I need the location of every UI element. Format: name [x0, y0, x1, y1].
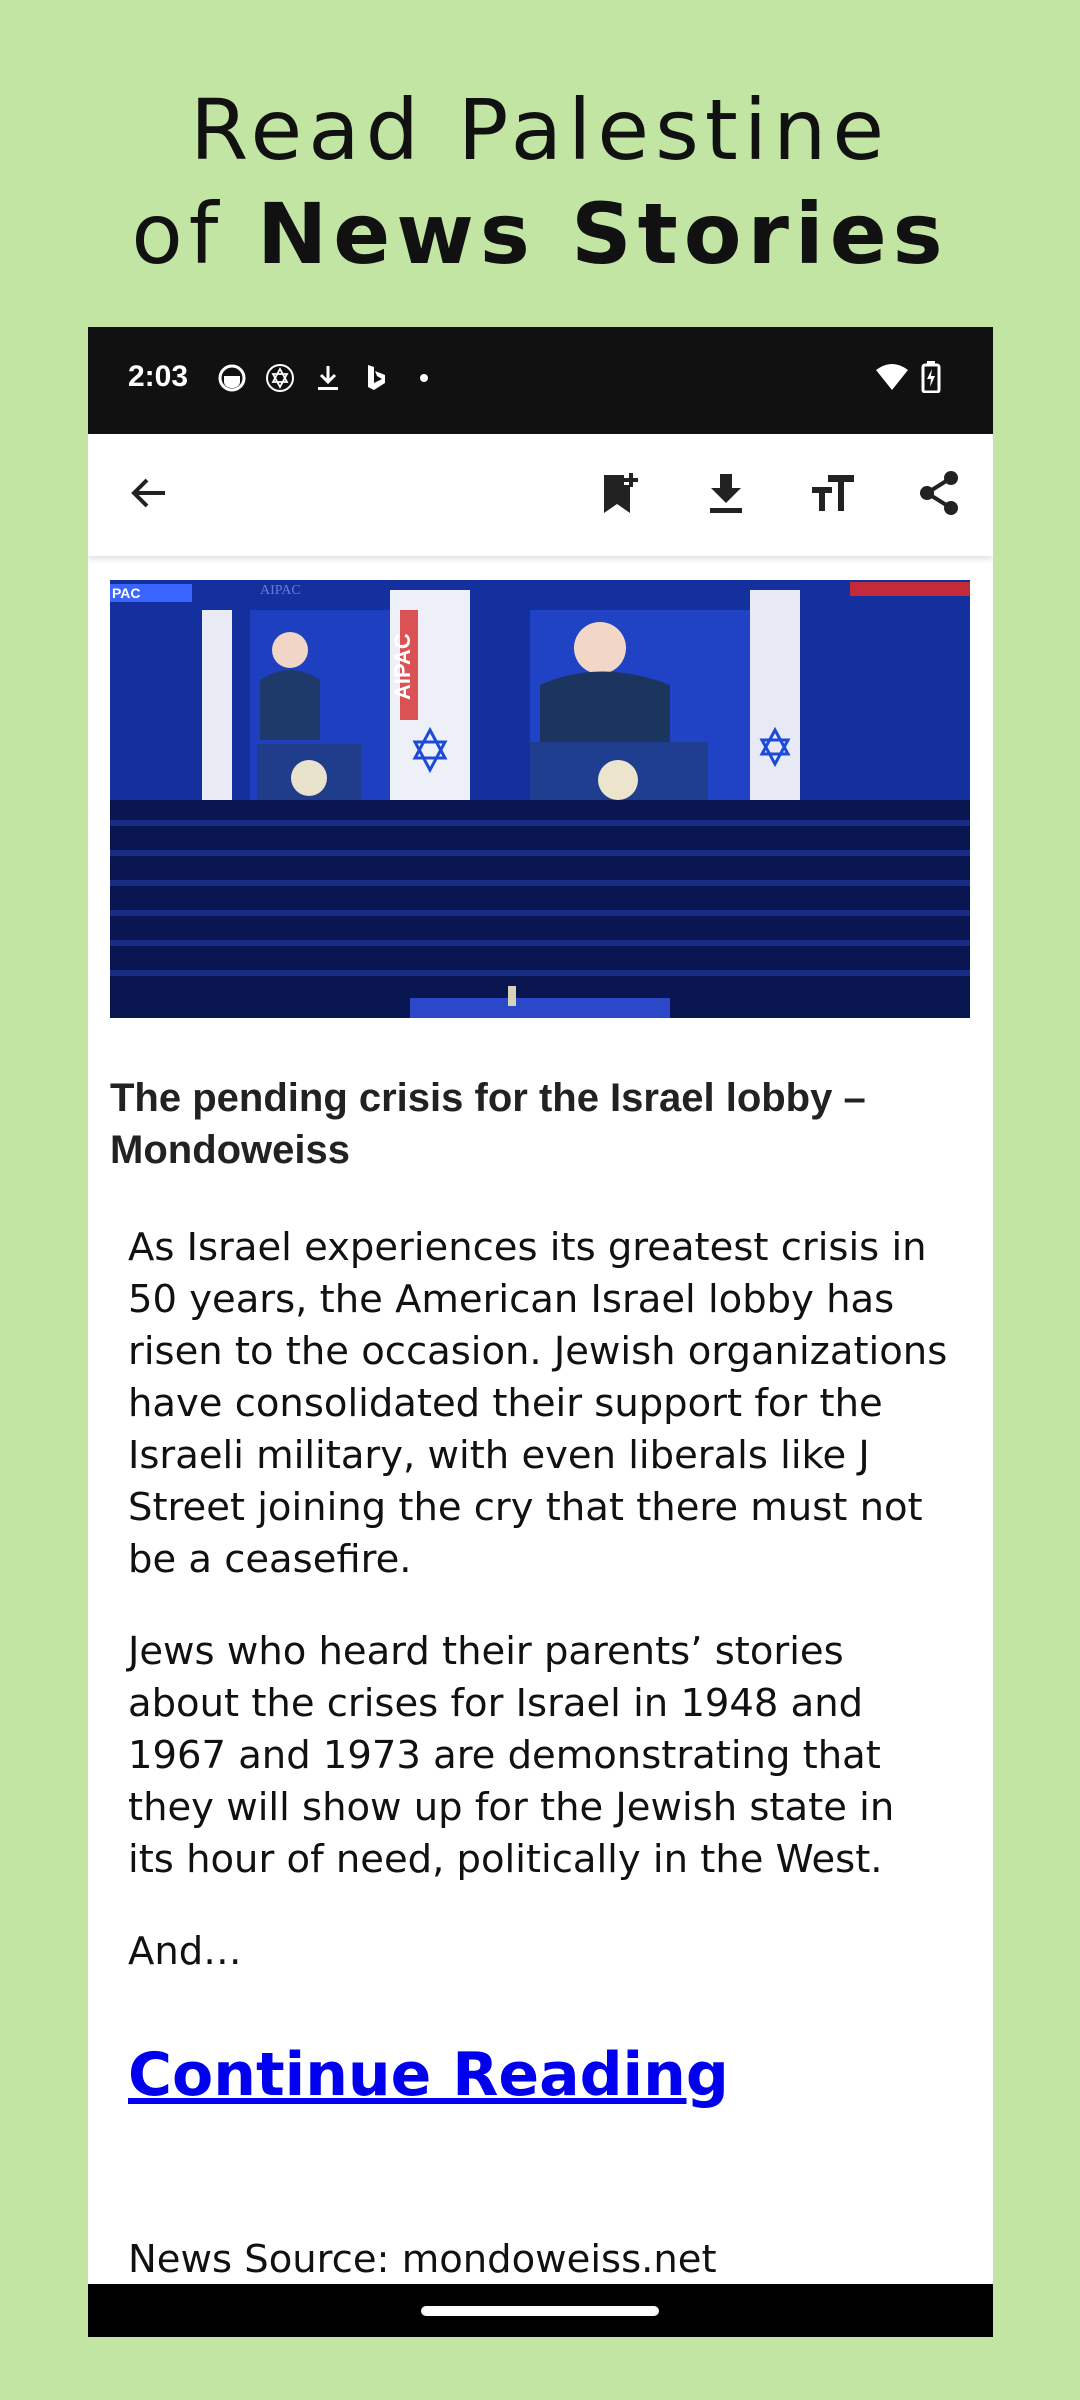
article-paragraph: As Israel experiences its greatest crisis in 50 years, the American Israel lobby has risen to the occasion. Jewish organizations have consolidated their support for the Israeli military, with even liberals like J Street joining the cry that there must not be a ceasefire. [128, 1225, 948, 1582]
bing-icon [360, 361, 392, 395]
download-button[interactable] [693, 462, 759, 528]
image-pillar-text: AIPAC [390, 633, 415, 700]
bookmark-add-icon [600, 471, 640, 520]
continue-reading-link[interactable]: Continue Reading [128, 2040, 729, 2110]
article-body [110, 1222, 970, 2110]
navigation-bar [88, 2284, 993, 2337]
status-bar [88, 327, 993, 434]
promo-line-2-prefix: of [131, 185, 257, 283]
promo-line-2-bold: News Stories [257, 185, 949, 283]
promo-line-1: Read Palestine [189, 81, 891, 179]
article-paragraph: And… [128, 1929, 242, 1974]
share-button[interactable] [906, 462, 972, 528]
phone-screen [88, 327, 993, 2337]
article-hero-image [110, 580, 970, 1018]
dot-icon [408, 361, 440, 395]
text-size-icon [810, 473, 856, 518]
article-toolbar [88, 434, 993, 556]
article-content [110, 1072, 970, 2110]
text-size-button[interactable] [800, 462, 866, 528]
news-source: News Source: mondoweiss.net [128, 2237, 717, 2282]
back-button[interactable] [116, 462, 182, 528]
article-paragraph: Jews who heard their parents’ stories about the crises for Israel in 1948 and 1967 and 1973 are demonstrating that they will show up for the Jewish state in its hour of need, politically in the West. [128, 1629, 895, 1882]
status-time: 2:03 [128, 360, 189, 393]
image-banner-text: AIPAC [260, 583, 301, 598]
article-title: The pending crisis for the Israel lobby – Mondoweiss [110, 1076, 866, 1172]
download-icon [312, 361, 344, 395]
image-corner-text: PAC [112, 585, 141, 601]
back-arrow-icon [129, 473, 169, 518]
status-left-icons [216, 361, 440, 395]
battery-charging-icon [921, 361, 941, 398]
home-gesture-handle[interactable] [421, 2306, 659, 2316]
promo-line-2 [0, 182, 1080, 286]
download-icon [707, 472, 745, 519]
app-icon [216, 361, 248, 395]
bookmark-button[interactable] [587, 462, 653, 528]
share-icon [917, 470, 961, 521]
promo-headline [0, 78, 1080, 286]
wifi-icon [875, 362, 909, 397]
status-right-icons [875, 361, 941, 398]
star-of-david-icon [264, 361, 296, 395]
